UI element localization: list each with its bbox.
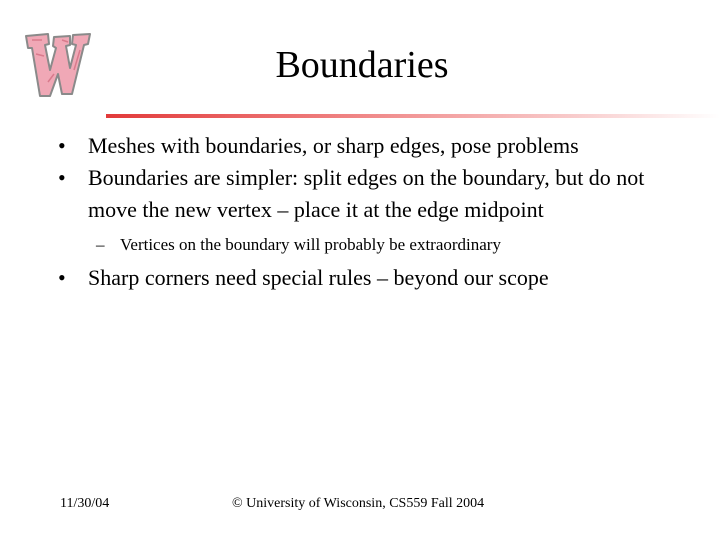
bullet-item: [56, 262, 696, 294]
footer-date: 11/30/04: [60, 496, 110, 511]
bullet-marker: •: [58, 265, 66, 290]
title-divider: [106, 114, 720, 118]
sub-bullet-item: [56, 232, 696, 258]
slide-body: [56, 130, 696, 294]
bullet-text: Boundaries are simpler: split edges on the boundary, but do not move the new vertex – place it at the edge midpoint: [88, 165, 645, 222]
footer-copyright: © University of Wisconsin, CS559 Fall 2004: [232, 496, 485, 511]
bullet-marker: •: [58, 133, 66, 158]
page-title: Boundaries: [275, 44, 449, 86]
bullet-marker: •: [58, 165, 66, 190]
sub-bullet-marker: –: [96, 235, 105, 254]
bullet-text: Meshes with boundaries, or sharp edges, pose problems: [88, 133, 579, 158]
bullet-text: Sharp corners need special rules – beyond our scope: [88, 265, 549, 290]
sub-bullet-text: Vertices on the boundary will probably be extraordinary: [120, 235, 501, 254]
bullet-item: [56, 130, 696, 162]
bullet-item: [56, 162, 696, 226]
